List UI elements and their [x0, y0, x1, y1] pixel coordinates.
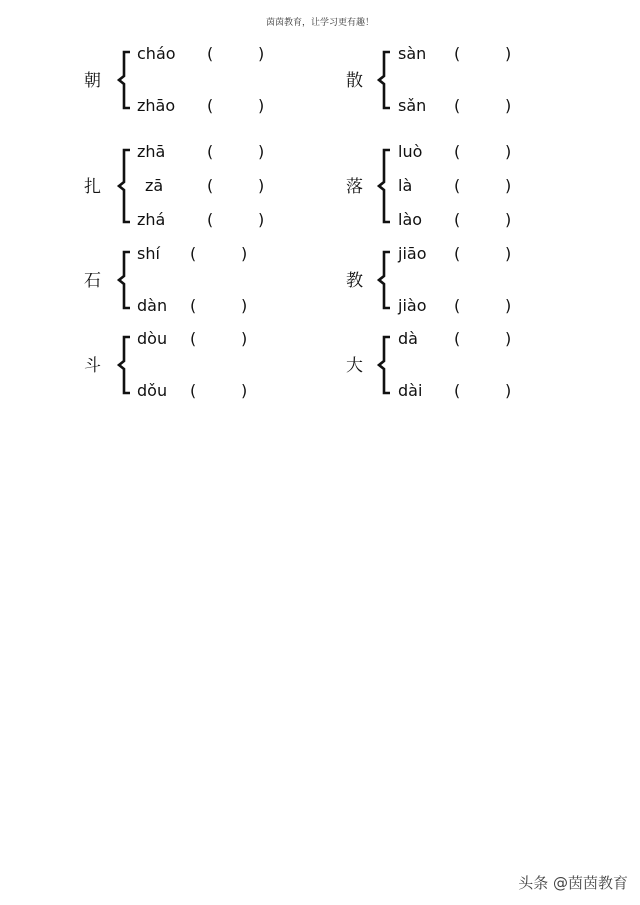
answer-blank-open-paren: ( [190, 329, 197, 348]
answer-blank-open-paren: ( [190, 381, 197, 400]
answer-blank-open-paren: ( [207, 142, 214, 161]
answer-blank-open-paren: ( [454, 142, 461, 161]
pinyin-label: cháo [137, 44, 176, 63]
answer-blank-close-paren: ) [505, 142, 512, 161]
answer-blank-close-paren: ) [258, 210, 265, 229]
brace-icon [118, 336, 132, 394]
brace-icon [378, 251, 392, 309]
hanzi-character: 教 [346, 271, 363, 291]
hanzi-character: 斗 [84, 356, 101, 376]
pinyin-label: zhā [137, 142, 166, 161]
answer-blank-close-paren: ) [505, 381, 512, 400]
answer-blank-close-paren: ) [505, 244, 512, 263]
brace-icon [118, 251, 132, 309]
answer-blank-close-paren: ) [241, 296, 248, 315]
hanzi-character: 落 [346, 177, 363, 197]
answer-blank-open-paren: ( [454, 244, 461, 263]
answer-blank-open-paren: ( [454, 329, 461, 348]
pinyin-label: dòu [137, 329, 168, 348]
pinyin-label: shí [137, 244, 160, 263]
page-header: 茵茵教育，让学习更有趣！ [265, 18, 374, 28]
pinyin-label: dǒu [137, 381, 168, 400]
answer-blank-close-paren: ) [241, 244, 248, 263]
brace-icon [118, 149, 132, 223]
pinyin-label: dà [398, 329, 418, 348]
pinyin-label: zā [145, 176, 164, 195]
watermark: 头条 @茵茵教育 [518, 874, 628, 892]
answer-blank-close-paren: ) [241, 381, 248, 400]
brace-icon [118, 51, 132, 109]
answer-blank-close-paren: ) [505, 210, 512, 229]
pinyin-label: jiāo [398, 244, 427, 263]
answer-blank-close-paren: ) [505, 176, 512, 195]
answer-blank-close-paren: ) [258, 142, 265, 161]
brace-icon [378, 149, 392, 223]
answer-blank-close-paren: ) [505, 96, 512, 115]
pinyin-label: jiào [398, 296, 427, 315]
pinyin-label: sàn [398, 44, 427, 63]
answer-blank-open-paren: ( [207, 96, 214, 115]
answer-blank-open-paren: ( [454, 296, 461, 315]
answer-blank-close-paren: ) [258, 96, 265, 115]
hanzi-character: 扎 [84, 177, 101, 197]
hanzi-character: 散 [346, 71, 363, 91]
answer-blank-open-paren: ( [454, 210, 461, 229]
pinyin-label: là [398, 176, 413, 195]
answer-blank-open-paren: ( [454, 44, 461, 63]
answer-blank-open-paren: ( [190, 244, 197, 263]
pinyin-label: zhāo [137, 96, 176, 115]
pinyin-label: luò [398, 142, 423, 161]
answer-blank-open-paren: ( [454, 381, 461, 400]
answer-blank-close-paren: ) [505, 329, 512, 348]
answer-blank-close-paren: ) [258, 44, 265, 63]
answer-blank-close-paren: ) [505, 296, 512, 315]
answer-blank-open-paren: ( [454, 176, 461, 195]
answer-blank-open-paren: ( [207, 176, 214, 195]
hanzi-character: 朝 [84, 71, 101, 91]
answer-blank-open-paren: ( [207, 44, 214, 63]
pinyin-label: dài [398, 381, 423, 400]
answer-blank-open-paren: ( [190, 296, 197, 315]
answer-blank-close-paren: ) [505, 44, 512, 63]
brace-icon [378, 51, 392, 109]
brace-icon [378, 336, 392, 394]
pinyin-label: lào [398, 210, 423, 229]
hanzi-character: 石 [84, 271, 101, 291]
hanzi-character: 大 [346, 356, 363, 376]
pinyin-label: zhá [137, 210, 166, 229]
answer-blank-open-paren: ( [207, 210, 214, 229]
answer-blank-close-paren: ) [241, 329, 248, 348]
answer-blank-open-paren: ( [454, 96, 461, 115]
pinyin-label: sǎn [398, 96, 427, 115]
pinyin-label: dàn [137, 296, 168, 315]
answer-blank-close-paren: ) [258, 176, 265, 195]
